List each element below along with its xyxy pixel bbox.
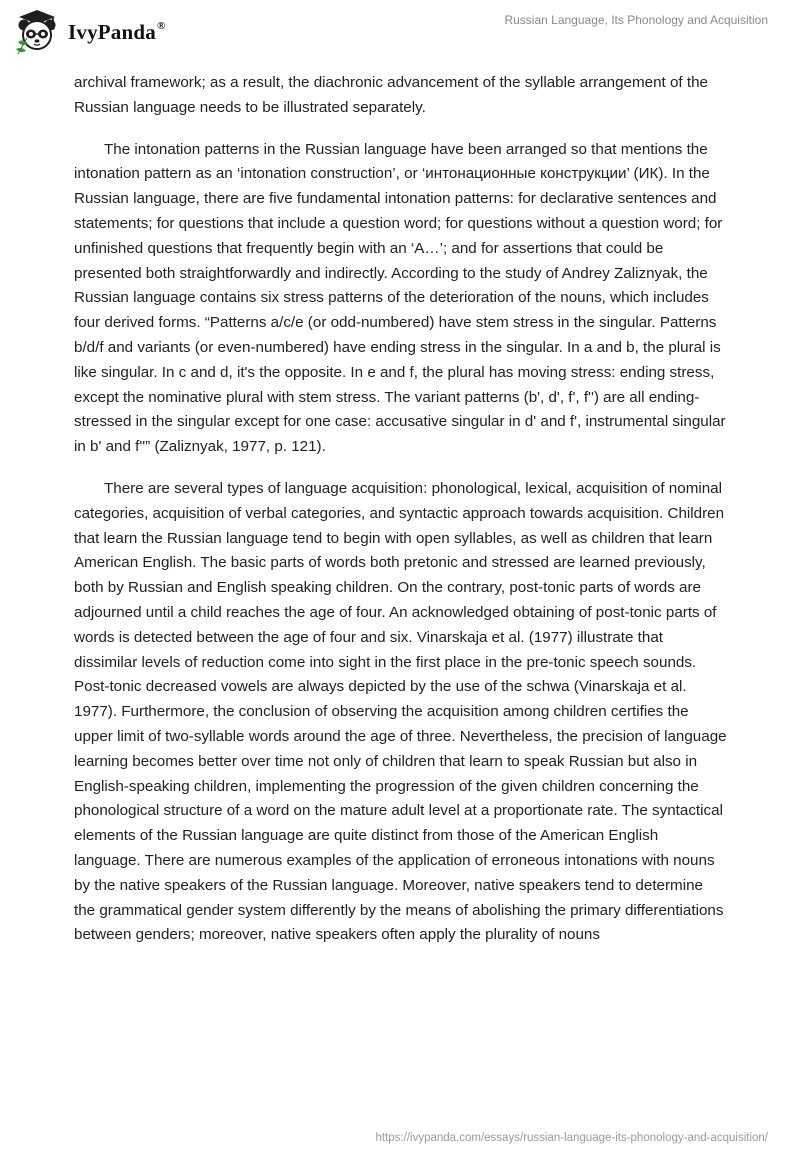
document-title: Russian Language, Its Phonology and Acquisition [504,13,768,27]
brand-name: IvyPanda® [68,19,166,44]
essay-body [74,71,728,965]
ivypanda-logo[interactable] [14,8,165,54]
paragraph-continuation: archival framework; as a result, the diachronic advancement of the syllable arrangement of the Russian language needs to be illustrated separately. [74,74,708,116]
page-header [0,0,800,60]
panda-graduate-icon [14,8,60,54]
paragraph-intonation-patterns: The intonation patterns in the Russian language have been arranged so that mentions the intonation pattern as an ‘intonation construction’, or ‘интонационные конструкции’ (ИК). In the Russian language, there are five fundamental intonation patterns: for declarative sentences and statements; for questions that include a question word; for questions without a question word; for unfinished questions that frequently begin with an ‘A…’; and for assertions that could be presented both straightforwardly and indirectly. According to the study of Andrey Zaliznyak, the Russian language contains six stress patterns of the deterioration of the nouns, which includes four derived forms. “Patterns a/c/e (or odd-numbered) have stem stress in the singular. Patterns b/d/f and variants (or even-numbered) have ending stress in the singular. In a and b, the plural is like singular. In c and d, it's the opposite. In e and f, the plural has moving stress: ending stress, except the nominative plural with stem stress. The variant patterns (b', d', f', f'') are all ending-stressed in the singular except for one case: accusative singular in d' and f', instrumental singular in b' and f''” (Zaliznyak, 1977, p. 121). [74,140,726,456]
source-url[interactable]: https://ivypanda.com/essays/russian-language-its-phonology-and-acquisition/ [375,1132,768,1144]
paragraph-language-acquisition: There are several types of language acquisition: phonological, lexical, acquisition of nominal categories, acquisition of verbal categories, and syntactic approach towards acquisition. Children that learn the Russian language tend to begin with open syllables, as well as children that learn American English. The basic parts of words both pretonic and stressed are learned previously, both by Russian and English speaking children. On the contrary, post-tonic parts of words are adjourned until a child reaches the age of four. An acknowledged obtaining of post-tonic parts of words is detected between the age of four and six. Vinarskaja et al. (1977) illustrate that dissimilar levels of reduction come into sight in the first place in the pre-tonic speech sounds. Post-tonic decreased vowels are always depicted by the use of the schwa (Vinarskaja et al. 1977). Furthermore, the conclusion of observing the acquisition among children certifies the upper limit of two-syllable words around the age of three. Nevertheless, the precision of language learning becomes better over time not only of children that learn to speak Russian but also in English-speaking children, implementing the progression of the given children concerning the phonological structure of a word on the mature adult level at a proportionate rate. The syntactical elements of the Russian language are quite distinct from those of the American English language. There are numerous examples of the application of erroneous intonations with nouns by the native speakers of the Russian language. Moreover, native speakers tend to determine the grammatical gender system differently by the means of abolishing the primary differentiations between genders; moreover, native speakers often apply the plurality of nouns [74,479,727,944]
